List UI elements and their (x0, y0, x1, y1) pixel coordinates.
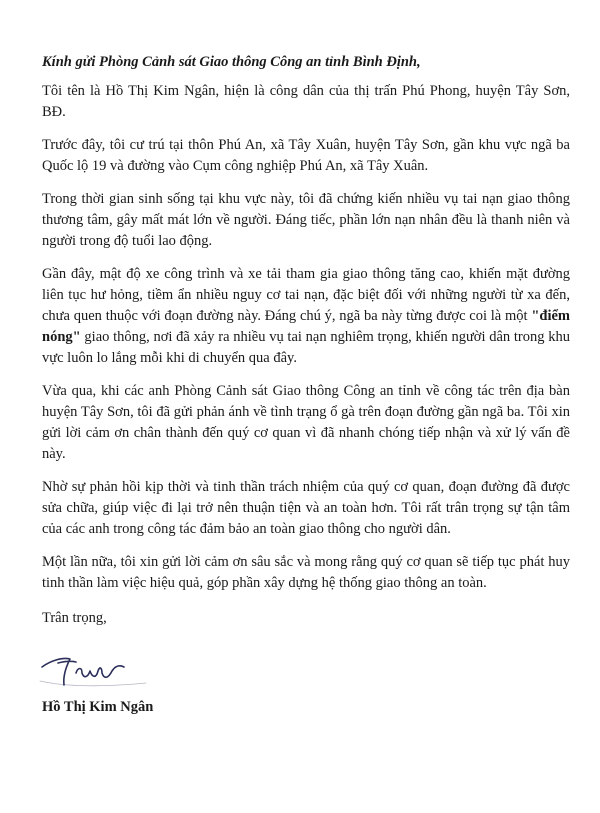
paragraph-traffic-density (42, 264, 570, 369)
hotspot-emphasis: "điểm nóng" (42, 308, 570, 345)
paragraph-final-thanks: Một lần nữa, tôi xin gửi lời cảm ơn sâu sắc và mong rằng quý cơ quan sẽ tiếp tục phát huy tinh thần làm việc hiệu quả, góp phần xây dựng hệ thống giao thông an toàn. (42, 554, 570, 591)
paragraph-residence: Trước đây, tôi cư trú tại thôn Phú An, xã Tây Xuân, huyện Tây Sơn, gần khu vực ngã ba Quốc lộ 19 và đường vào Cụm công nghiệp Phú An, xã Tây Xuân. (42, 137, 570, 174)
signer-name: Hồ Thị Kim Ngân (42, 699, 154, 715)
paragraph-accidents: Trong thời gian sinh sống tại khu vực này, tôi đã chứng kiến nhiều vụ tai nạn giao thông thương tâm, gây mất mát lớn về người. Đáng tiếc, phần lớn nạn nhân đều là thanh niên và người trong độ tuổi lao động. (42, 191, 570, 249)
paragraph-intro: Tôi tên là Hồ Thị Kim Ngân, hiện là công dân của thị trấn Phú Phong, huyện Tây Sơn, BĐ. (42, 83, 570, 120)
closing: Trân trọng, (42, 610, 107, 626)
salutation: Kính gửi Phòng Cảnh sát Giao thông Công an tỉnh Bình Định, (42, 54, 421, 70)
handwritten-signature (36, 637, 156, 693)
paragraph-appreciation: Nhờ sự phản hồi kịp thời và tinh thần trách nhiệm của quý cơ quan, đoạn đường đã được sửa chữa, giúp việc đi lại trở nên thuận tiện và an toàn hơn. Tôi rất trân trọng sự tận tâm của các anh trong công tác đảm bảo an toàn giao thông cho người dân. (42, 479, 570, 537)
paragraph-traffic-density-after: giao thông, nơi đã xảy ra nhiều vụ tai nạn nghiêm trọng, khiến người dân trong khu vực luôn lo lắng mỗi khi di chuyển qua đây. (42, 329, 570, 366)
paragraph-report: Vừa qua, khi các anh Phòng Cảnh sát Giao thông Công an tỉnh về công tác trên địa bàn huyện Tây Sơn, tôi đã gửi phản ánh về tình trạng ổ gà trên đoạn đường gần ngã ba. Tôi xin gửi lời cảm ơn chân thành đến quý cơ quan vì đã nhanh chóng tiếp nhận và xử lý vấn đề này. (42, 383, 570, 462)
paragraph-traffic-density-before: Gần đây, mật độ xe công trình và xe tải tham gia giao thông tăng cao, khiến mặt đường liên tục hư hỏng, tiềm ẩn nhiều nguy cơ tai nạn, đặc biệt đối với những người từ xa đến, chưa quen thuộc với đoạn đường này. Đáng chú ý, ngã ba này từng được coi là một (42, 266, 570, 324)
